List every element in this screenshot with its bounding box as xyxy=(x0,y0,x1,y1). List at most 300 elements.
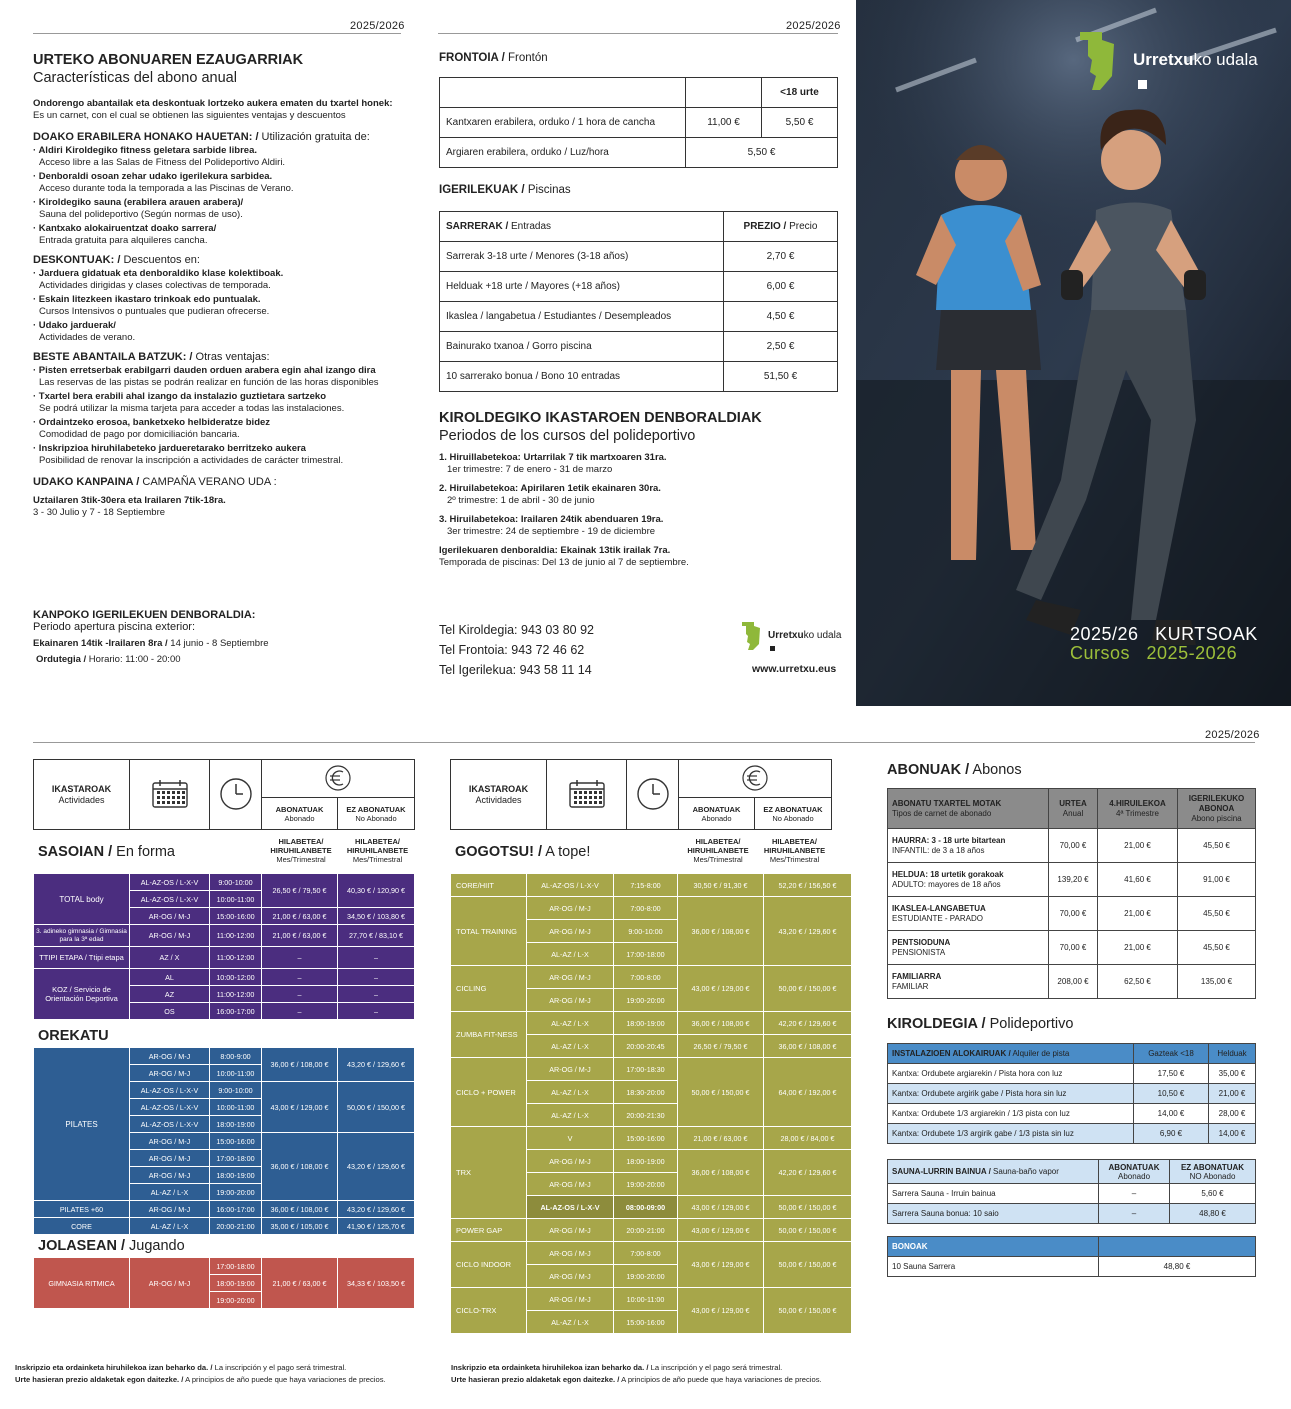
activity-cell: AL-AZ / L-X xyxy=(527,1035,614,1058)
period-item xyxy=(439,514,839,538)
jolasean-table xyxy=(33,1257,415,1309)
activity-cell: 36,00 € / 108,00 € xyxy=(678,897,764,966)
activity-cell: 10:00-11:00 xyxy=(210,1065,262,1082)
pools-table: SARRERAK / Entradas PREZIO / Precio Sarrerak 3-18 urte / Menores (3-18 años) 2,70 € Helduak +18 urte / Mayores (+18 años) 6,00 € Ikaslea / langabetua / Estudiantes / Desempleados 4,50 € Bainurako txanoa / Gorro piscina 2,50 € 10 sarrerako bonua / Bono 10 entradas 51,50 € xyxy=(439,211,838,392)
table-row xyxy=(34,1201,415,1218)
activity-cell: AR-OG / M-J xyxy=(527,966,614,989)
activity-cell: 10:00-11:00 xyxy=(210,1099,262,1116)
pool-season-title: KANPOKO IGERILEKUEN DENBORALDIA: xyxy=(33,609,256,621)
abon-cell: FAMILIARRA FAMILIAR xyxy=(888,965,1049,999)
activity-cell: 8:00-9:00 xyxy=(210,1048,262,1065)
rent-head: Helduak xyxy=(1209,1044,1256,1064)
list-item xyxy=(33,365,403,389)
divider xyxy=(33,742,1255,743)
note-left: Inskripzio eta ordainketa hiruhilekoa izan beharko da. / La inscripción y el pago será trimestral. Urte hasieran prezio aldaketak egon daitezke. / A principios de año puede que haya variaciones de precios. xyxy=(15,1363,386,1384)
calendar-icon xyxy=(568,779,606,809)
table-row xyxy=(440,362,838,392)
activity-cell: 52,20 € / 156,50 € xyxy=(764,874,852,897)
rent-cell: 6,90 € xyxy=(1134,1124,1209,1144)
discount-title: DESKONTUAK: / Descuentos en: xyxy=(33,254,200,266)
activity-cell: AL-AZ / L-X xyxy=(130,1184,210,1201)
activity-cell: CICLO INDOOR xyxy=(451,1242,527,1288)
euro-icon xyxy=(321,764,355,792)
activity-cell: – xyxy=(262,947,338,969)
discount-list xyxy=(33,268,403,344)
activity-cell: AZ xyxy=(130,986,210,1003)
annual-section xyxy=(33,52,403,519)
list-item-eu: · Ordaintzeko erosoa, banketxeko helbideratze bidez xyxy=(33,417,271,428)
activity-cell: AR-OG / M-J xyxy=(527,1173,614,1196)
activity-cell: 34,50 € / 103,80 € xyxy=(338,908,415,925)
table-row xyxy=(888,1184,1256,1204)
activity-cell: AL-AZ / L-X xyxy=(527,1012,614,1035)
table-row xyxy=(888,1084,1256,1104)
table-row xyxy=(888,829,1256,863)
cover-line2: Cursos 2025-2026 xyxy=(1070,643,1238,663)
abon-cell: IKASLEA-LANGABETUA ESTUDIANTE - PARADO xyxy=(888,897,1049,931)
sauna-cell: – xyxy=(1099,1204,1170,1224)
activity-cell: 11:00-12:00 xyxy=(210,925,262,947)
activity-cell: AL xyxy=(130,969,210,986)
free-title: DOAKO ERABILERA HONAKO HAUETAN: / Utilización gratuita de: xyxy=(33,131,370,143)
activity-cell: 15:00-16:00 xyxy=(614,1127,678,1150)
sasoian-heading: SASOIAN / En forma HILABETEA/ HIRUHILANBETE Mes/Trimestral HILABETEA/ HIRUHILANBETE Mes/Trimestral xyxy=(38,837,409,864)
period-eu: Igerilekuaren denboraldia: Ekainak 13tik irailak 7ra. xyxy=(439,545,671,556)
activity-cell: 20:00-21:00 xyxy=(210,1218,262,1235)
activity-cell: PILATES xyxy=(34,1048,130,1201)
periods-list xyxy=(439,452,839,569)
abon-cell: 70,00 € xyxy=(1049,897,1098,931)
bono-cell: 10 Sauna Sarrera xyxy=(888,1257,1099,1277)
activity-cell: AR-OG / M-J xyxy=(130,925,210,947)
table-row xyxy=(888,1204,1256,1224)
activity-cell: AL-AZ-OS / L-X-V xyxy=(130,1099,210,1116)
activity-cell: TTIPI ETAPA / Ttipi etapa xyxy=(34,947,130,969)
activity-cell: 43,20 € / 129,60 € xyxy=(338,1048,415,1082)
activity-cell: AL-AZ / L-X xyxy=(527,943,614,966)
fronton-head-u18: <18 urte xyxy=(762,78,838,108)
activity-cell: CORE xyxy=(34,1218,130,1235)
list-item-es: Entrada gratuita para alquileres cancha. xyxy=(39,235,208,246)
periods-section xyxy=(439,410,839,569)
table-row xyxy=(34,1258,415,1275)
activity-cell: 11:00-12:00 xyxy=(210,986,262,1003)
divider xyxy=(438,33,838,34)
list-item-es: Acceso durante toda la temporada a las Piscinas de Verano. xyxy=(39,183,294,194)
activity-cell: 43,00 € / 129,00 € xyxy=(678,1196,764,1219)
table-row xyxy=(888,897,1256,931)
cover-photo xyxy=(856,0,1291,706)
activity-cell: 18:30-20:00 xyxy=(614,1081,678,1104)
activity-cell: 50,00 € / 150,00 € xyxy=(764,966,852,1012)
sauna-cell: 5,60 € xyxy=(1170,1184,1256,1204)
table-row xyxy=(34,874,415,891)
activity-cell: 36,00 € / 108,00 € xyxy=(678,1150,764,1196)
orekatu-table xyxy=(33,1047,415,1235)
table-row xyxy=(888,863,1256,897)
table-row xyxy=(451,1127,852,1150)
rent-cell: 28,00 € xyxy=(1209,1104,1256,1124)
activity-cell: 19:00-20:00 xyxy=(614,989,678,1012)
bonoak-head: BONOAK xyxy=(888,1237,1099,1257)
head-abonatuak: ABONATUAK xyxy=(692,804,741,814)
list-item-es: Las reservas de las pistas se podrán realizar en función de las horas disponibles xyxy=(39,377,379,388)
activity-cell: AL-AZ-OS / L-X-V xyxy=(130,891,210,908)
rent-cell: Kantxa: Ordubete 1/3 argirik gabe / 1/3 pista sin luz xyxy=(888,1124,1134,1144)
list-item-eu: · Jarduera gidatuak eta denboraldiko klase kolektiboak. xyxy=(33,268,284,279)
table-row xyxy=(34,969,415,986)
summer-title: UDAKO KANPAINA / CAMPAÑA VERANO UDA : xyxy=(33,476,277,488)
list-item-eu: · Kantxako alokairuentzat doako sarrera/ xyxy=(33,223,217,234)
brand-square xyxy=(770,646,775,651)
activities-header xyxy=(450,759,832,830)
activity-cell: 18:00-19:00 xyxy=(614,1012,678,1035)
activity-cell: – xyxy=(338,969,415,986)
annual-subtitle: Características del abono anual xyxy=(33,70,237,86)
divider xyxy=(33,33,401,34)
activity-cell: GIMNASIA RITMICA xyxy=(34,1258,130,1309)
pool-cell: 4,50 € xyxy=(724,302,838,332)
rent-cell: 21,00 € xyxy=(1209,1084,1256,1104)
abonuak-title: ABONUAK / Abonos xyxy=(887,762,1022,778)
activity-cell: AL-AZ / L-X xyxy=(130,1218,210,1235)
activity-cell: 18:00-19:00 xyxy=(614,1150,678,1173)
abon-cell: 45,50 € xyxy=(1178,931,1256,965)
rent-cell: Kantxa: Ordubete argirik gabe / Pista hora sin luz xyxy=(888,1084,1134,1104)
activity-cell: 36,00 € / 108,00 € xyxy=(262,1201,338,1218)
activity-cell: AR-OG / M-J xyxy=(527,989,614,1012)
fronton-cell: Kantxaren erabilera, orduko / 1 hora de cancha xyxy=(440,108,686,138)
activity-cell: AR-OG / M-J xyxy=(527,1242,614,1265)
table-row xyxy=(34,947,415,969)
activity-cell: 35,00 € / 105,00 € xyxy=(262,1218,338,1235)
summer-eu: Uztailaren 3tik-30era eta Irailaren 7tik-18ra. xyxy=(33,495,226,506)
activity-cell: TRX xyxy=(451,1127,527,1219)
year-label: 2025/2026 xyxy=(786,20,841,32)
activity-cell: 27,70 € / 83,10 € xyxy=(338,925,415,947)
pool-cell: 51,50 € xyxy=(724,362,838,392)
activity-cell: 40,30 € / 120,90 € xyxy=(338,874,415,908)
activity-cell: 64,00 € / 192,00 € xyxy=(764,1058,852,1127)
pool-cell: Sarrerak 3-18 urte / Menores (3-18 años) xyxy=(440,242,724,272)
gogotsu-heading: GOGOTSU! / A tope! HILABETEA/ HIRUHILANBETE Mes/Trimestral HILABETEA/ HIRUHILANBETE Mes/Trimestral xyxy=(455,837,826,864)
activity-cell: 43,00 € / 129,00 € xyxy=(262,1082,338,1133)
bonoak-table xyxy=(887,1236,1256,1277)
list-item-eu: · Kiroldegiko sauna (erabilera arauen arabera)/ xyxy=(33,197,244,208)
abon-cell: 45,50 € xyxy=(1178,897,1256,931)
activity-cell: 43,00 € / 129,00 € xyxy=(678,1219,764,1242)
list-item-es: Cursos Intensivos o puntuales que pudieran ofrecerse. xyxy=(39,306,270,317)
activity-cell: 43,00 € / 129,00 € xyxy=(678,1288,764,1334)
rent-cell: 14,00 € xyxy=(1134,1104,1209,1124)
activity-cell: 19:00-20:00 xyxy=(210,1184,262,1201)
activity-cell: 7:15-8:00 xyxy=(614,874,678,897)
activity-cell: AR-OG / M-J xyxy=(527,920,614,943)
pool-hours: Ordutegia / Horario: 11:00 - 20:00 xyxy=(36,654,181,665)
head-actividades: Actividades xyxy=(58,794,105,805)
activity-cell: 18:00-19:00 xyxy=(210,1116,262,1133)
rent-cell: Kantxa: Ordubete argiarekin / Pista hora con luz xyxy=(888,1064,1134,1084)
activity-cell: 19:00-20:00 xyxy=(614,1265,678,1288)
period-item xyxy=(439,483,839,507)
activity-cell: AR-OG / M-J xyxy=(527,1219,614,1242)
activity-cell: 15:00-16:00 xyxy=(210,908,262,925)
activity-cell: 50,00 € / 150,00 € xyxy=(338,1082,415,1133)
list-item-es: Se podrá utilizar la misma tarjeta para acceder a todas las instalaciones. xyxy=(39,403,345,414)
list-item-eu: · Inskripzioa hiruhilabeteko jardueretarako berritzeko aukera xyxy=(33,443,306,454)
rent-cell: Kantxa: Ordubete 1/3 argiarekin / 1/3 pista con luz xyxy=(888,1104,1134,1124)
list-item-eu: · Udako jarduerak/ xyxy=(33,320,116,331)
clock-icon xyxy=(219,777,253,811)
activity-cell: 17:00-18:00 xyxy=(614,943,678,966)
other-list xyxy=(33,365,403,467)
fronton-cell: 11,00 € xyxy=(686,108,762,138)
activity-cell: 50,00 € / 150,00 € xyxy=(764,1288,852,1334)
pools-title: IGERILEKUAK / Piscinas xyxy=(439,184,571,196)
fronton-title: FRONTOIA / Frontón xyxy=(439,52,548,64)
cover-brand: Urretxuko udala xyxy=(1133,50,1258,69)
annual-intro-es: Es un carnet, con el cual se obtienen las siguientes ventajas y descuentos xyxy=(33,110,346,121)
activity-cell: AL-AZ-OS / L-X-V xyxy=(130,1116,210,1133)
cover-logo xyxy=(1078,30,1120,99)
activity-cell: 50,00 € / 150,00 € xyxy=(764,1219,852,1242)
list-item xyxy=(33,171,403,195)
period-es: 3er trimestre: 24 de septiembre - 19 de diciembre xyxy=(447,526,656,537)
pool-cell: Bainurako txanoa / Gorro piscina xyxy=(440,332,724,362)
activity-cell: 50,00 € / 150,00 € xyxy=(678,1058,764,1127)
periods-title: KIROLDEGIKO IKASTAROEN DENBORALDIAK xyxy=(439,410,762,426)
abon-cell: HELDUA: 18 urtetik gorakoak ADULTO: mayores de 18 años xyxy=(888,863,1049,897)
list-item xyxy=(33,145,403,169)
bono-cell: 48,80 € xyxy=(1099,1257,1256,1277)
sauna-cell: 48,80 € xyxy=(1170,1204,1256,1224)
head-ikastaroak: IKASTAROAK xyxy=(468,783,529,794)
table-row xyxy=(34,1048,415,1065)
activity-cell: CICLO-TRX xyxy=(451,1288,527,1334)
list-item-es: Actividades de verano. xyxy=(39,332,136,343)
activity-cell: AR-OG / M-J xyxy=(527,897,614,920)
fronton-cell: 5,50 € xyxy=(762,108,838,138)
activity-cell: AR-OG / M-J xyxy=(130,908,210,925)
period-es: 2º trimestre: 1 de abril - 30 de junio xyxy=(447,495,595,506)
activity-cell: 43,00 € / 129,00 € xyxy=(678,1242,764,1288)
activity-cell: 20:00-21:30 xyxy=(614,1104,678,1127)
abon-head: 4.HIRUILEKOA 4ª Trimestre xyxy=(1098,789,1178,829)
activities-header xyxy=(33,759,415,830)
activity-cell: 21,00 € / 63,00 € xyxy=(262,908,338,925)
activity-cell: KOZ / Servicio de Orientación Deportiva xyxy=(34,969,130,1020)
table-row xyxy=(888,1257,1256,1277)
activity-cell: POWER GAP xyxy=(451,1219,527,1242)
table-row xyxy=(34,1218,415,1235)
activity-cell: 21,00 € / 63,00 € xyxy=(262,925,338,947)
activity-cell: 9:00-10:00 xyxy=(210,1082,262,1099)
table-row xyxy=(451,1219,852,1242)
activity-cell: – xyxy=(262,986,338,1003)
list-item-es: Actividades dirigidas y clases colectivas de temporada. xyxy=(39,280,271,291)
activity-cell: 9:00-10:00 xyxy=(210,874,262,891)
activity-cell: 34,33 € / 103,50 € xyxy=(338,1258,415,1309)
rent-cell: 17,50 € xyxy=(1134,1064,1209,1084)
rental-table: INSTALAZIOEN ALOKAIRUAK / Alquiler de pista Gazteak <18 Helduak Kantxa: Ordubete argiarekin / Pista hora con luz 17,50 € 35,00 € Kantxa: Ordubete argirik gabe / Pista hora sin luz 10,50 € 21,00 € Kantxa: Ordubete 1/3 argiarekin / 1/3 pista con luz 14,00 € 28,00 € Kantxa: Ordubete 1/3 argirik gabe / 1/3 pista sin luz 6,90 € 14,00 € xyxy=(887,1043,1256,1144)
table-row xyxy=(440,242,838,272)
activity-cell: 7:00-8:00 xyxy=(614,1242,678,1265)
abon-cell: 21,00 € xyxy=(1098,931,1178,965)
pool-cell: 2,70 € xyxy=(724,242,838,272)
table-row xyxy=(440,272,838,302)
activity-cell: 9:00-10:00 xyxy=(614,920,678,943)
activity-cell: 30,50 € / 91,30 € xyxy=(678,874,764,897)
abon-cell: 45,50 € xyxy=(1178,829,1256,863)
table-row xyxy=(451,1058,852,1081)
activity-cell: AR-OG / M-J xyxy=(130,1065,210,1082)
rent-head: Gazteak <18 xyxy=(1134,1044,1209,1064)
abon-cell: 21,00 € xyxy=(1098,829,1178,863)
rent-cell: 35,00 € xyxy=(1209,1064,1256,1084)
table-row xyxy=(440,108,838,138)
head-no-abonado: No Abonado xyxy=(355,813,397,823)
list-item xyxy=(33,443,403,467)
table-row xyxy=(451,1288,852,1311)
activity-cell: 43,00 € / 129,00 € xyxy=(678,966,764,1012)
activity-cell: 3. adineko gimnasia / Gimnasia para la 3ª edad xyxy=(34,925,130,947)
head-actividades: Actividades xyxy=(475,794,522,805)
table-row xyxy=(888,1104,1256,1124)
activity-cell: OS xyxy=(130,1003,210,1020)
table-row xyxy=(440,332,838,362)
abon-cell: PENTSIODUNA PENSIONISTA xyxy=(888,931,1049,965)
activity-cell: AR-OG / M-J xyxy=(527,1288,614,1311)
sauna-table: SAUNA-LURRIN BAINUA / Sauna-baño vapor ABONATUAK Abonado EZ ABONATUAK NO Abonado Sarrera Sauna - Irruin bainua – 5,60 € Sarrera Sauna bonua: 10 saio – 48,80 € xyxy=(887,1159,1256,1224)
activity-cell: AR-OG / M-J xyxy=(130,1150,210,1167)
fronton-cell: 5,50 € xyxy=(686,138,838,168)
head-no-abonado: No Abonado xyxy=(772,813,814,823)
list-item-es: Acceso libre a las Salas de Fitness del Polideportivo Aldiri. xyxy=(39,157,286,168)
activity-cell: – xyxy=(338,986,415,1003)
activity-cell: 19:00-20:00 xyxy=(614,1173,678,1196)
activity-cell: AR-OG / M-J xyxy=(130,1133,210,1150)
activity-cell: 20:00-20:45 xyxy=(614,1035,678,1058)
website-link[interactable]: www.urretxu.eus xyxy=(752,663,837,675)
activity-cell: AR-OG / M-J xyxy=(130,1258,210,1309)
sauna-cell: – xyxy=(1099,1184,1170,1204)
table-row xyxy=(451,1242,852,1265)
table-row xyxy=(451,1012,852,1035)
activity-cell: AR-OG / M-J xyxy=(527,1150,614,1173)
activity-cell: 10:00-11:00 xyxy=(210,891,262,908)
activity-cell: AR-OG / M-J xyxy=(130,1048,210,1065)
year-label: 2025/2026 xyxy=(1205,729,1260,741)
activity-cell: 26,50 € / 79,50 € xyxy=(262,874,338,908)
cover-line1: 2025/26 KURTSOAK xyxy=(1070,624,1258,644)
urretxu-logo-icon xyxy=(1078,30,1120,96)
contact-block xyxy=(439,620,594,680)
abon-head: URTEA Anual xyxy=(1049,789,1098,829)
list-item xyxy=(33,294,403,318)
list-item xyxy=(33,223,403,247)
table-row xyxy=(888,1124,1256,1144)
activity-cell: 21,00 € / 63,00 € xyxy=(678,1127,764,1150)
activity-cell: 10:00-11:00 xyxy=(614,1288,678,1311)
activity-cell: AR-OG / M-J xyxy=(527,1265,614,1288)
gogotsu-table xyxy=(450,873,852,1334)
activity-cell: 10:00-12:00 xyxy=(210,969,262,986)
list-item xyxy=(33,320,403,344)
table-row xyxy=(888,965,1256,999)
table-row xyxy=(888,1064,1256,1084)
period-item xyxy=(439,452,839,476)
activity-cell: AL-AZ-OS / L-X-V xyxy=(527,874,614,897)
summer-es: 3 - 30 Julio y 7 - 18 Septiembre xyxy=(33,507,166,518)
tel-igerilekua: Tel Igerilekua: 943 58 11 14 xyxy=(439,663,592,677)
abon-cell: HAURRA: 3 - 18 urte bitartean INFANTIL: de 3 a 18 años xyxy=(888,829,1049,863)
period-eu: 2. Hiruilabetekoa: Apirilaren 1etik ekainaren 30ra. xyxy=(439,483,661,494)
list-item xyxy=(33,197,403,221)
sauna-cell: Sarrera Sauna - Irruin bainua xyxy=(888,1184,1099,1204)
year-label: 2025/2026 xyxy=(350,20,405,32)
urretxu-logo-icon xyxy=(740,620,764,654)
pool-cell: Ikaslea / langabetua / Estudiantes / Desempleados xyxy=(440,302,724,332)
table-row xyxy=(451,897,852,920)
list-item-eu: · Pisten erretserbak erabilgarri dauden orduen arabera egin ahal izango dira xyxy=(33,365,376,376)
list-item-es: Posibilidad de renovar la inscripción a actividades de carácter trimestral. xyxy=(39,455,344,466)
outdoor-pool-section xyxy=(33,609,403,666)
pool-season-sub: Periodo apertura piscina exterior: xyxy=(33,621,196,633)
head-abonatuak: ABONATUAK xyxy=(275,804,324,814)
abon-cell: 62,50 € xyxy=(1098,965,1178,999)
annual-title: URTEKO ABONUAREN EZAUGARRIAK xyxy=(33,52,304,68)
rent-cell: 14,00 € xyxy=(1209,1124,1256,1144)
period-es: Temporada de piscinas: Del 13 de junio al 7 de septiembre. xyxy=(439,557,689,568)
small-brand: Urretxuko udala xyxy=(768,630,842,641)
activity-cell: AL-AZ-OS / L-X-V xyxy=(130,874,210,891)
abonuak-table xyxy=(887,788,1256,999)
activity-cell: 36,00 € / 108,00 € xyxy=(262,1133,338,1201)
activity-cell: 20:00-21:00 xyxy=(614,1219,678,1242)
other-title: BESTE ABANTAILA BATZUK: / Otras ventajas: xyxy=(33,351,270,363)
activity-cell: AL-AZ / L-X xyxy=(527,1311,614,1334)
pool-cell: Helduak +18 urte / Mayores (+18 años) xyxy=(440,272,724,302)
period-item xyxy=(439,545,839,569)
abon-cell: 91,00 € xyxy=(1178,863,1256,897)
activity-cell: ZUMBA FIT-NESS xyxy=(451,1012,527,1058)
activity-cell: 17:00-18:00 xyxy=(210,1258,262,1275)
abon-cell: 135,00 € xyxy=(1178,965,1256,999)
activity-cell: 17:00-18:00 xyxy=(210,1150,262,1167)
kiroldegia-title: KIROLDEGIA / Polideportivo xyxy=(887,1016,1074,1032)
pool-cell: 2,50 € xyxy=(724,332,838,362)
activity-cell: 7:00-8:00 xyxy=(614,966,678,989)
activity-cell: 16:00-17:00 xyxy=(210,1201,262,1218)
activity-cell: 7:00-8:00 xyxy=(614,897,678,920)
clock-icon xyxy=(636,777,670,811)
activity-cell: 42,20 € / 129,60 € xyxy=(764,1150,852,1196)
activity-cell: TOTAL body xyxy=(34,874,130,925)
activity-cell: 28,00 € / 84,00 € xyxy=(764,1127,852,1150)
sasoian-table xyxy=(33,873,415,1020)
calendar-icon xyxy=(151,779,189,809)
table-row xyxy=(440,302,838,332)
activity-cell: 36,00 € / 108,00 € xyxy=(678,1012,764,1035)
period-es: 1er trimestre: 7 de enero - 31 de marzo xyxy=(447,464,613,475)
head-ez-abonatuak: EZ ABONATUAK xyxy=(763,804,823,814)
table-row xyxy=(451,874,852,897)
orekatu-heading: OREKATU xyxy=(38,1028,109,1044)
table-row xyxy=(34,925,415,947)
activity-cell: – xyxy=(338,1003,415,1020)
head-abonado: Abonado xyxy=(284,813,315,823)
activity-cell: AL-AZ-OS / L-X-V xyxy=(130,1082,210,1099)
